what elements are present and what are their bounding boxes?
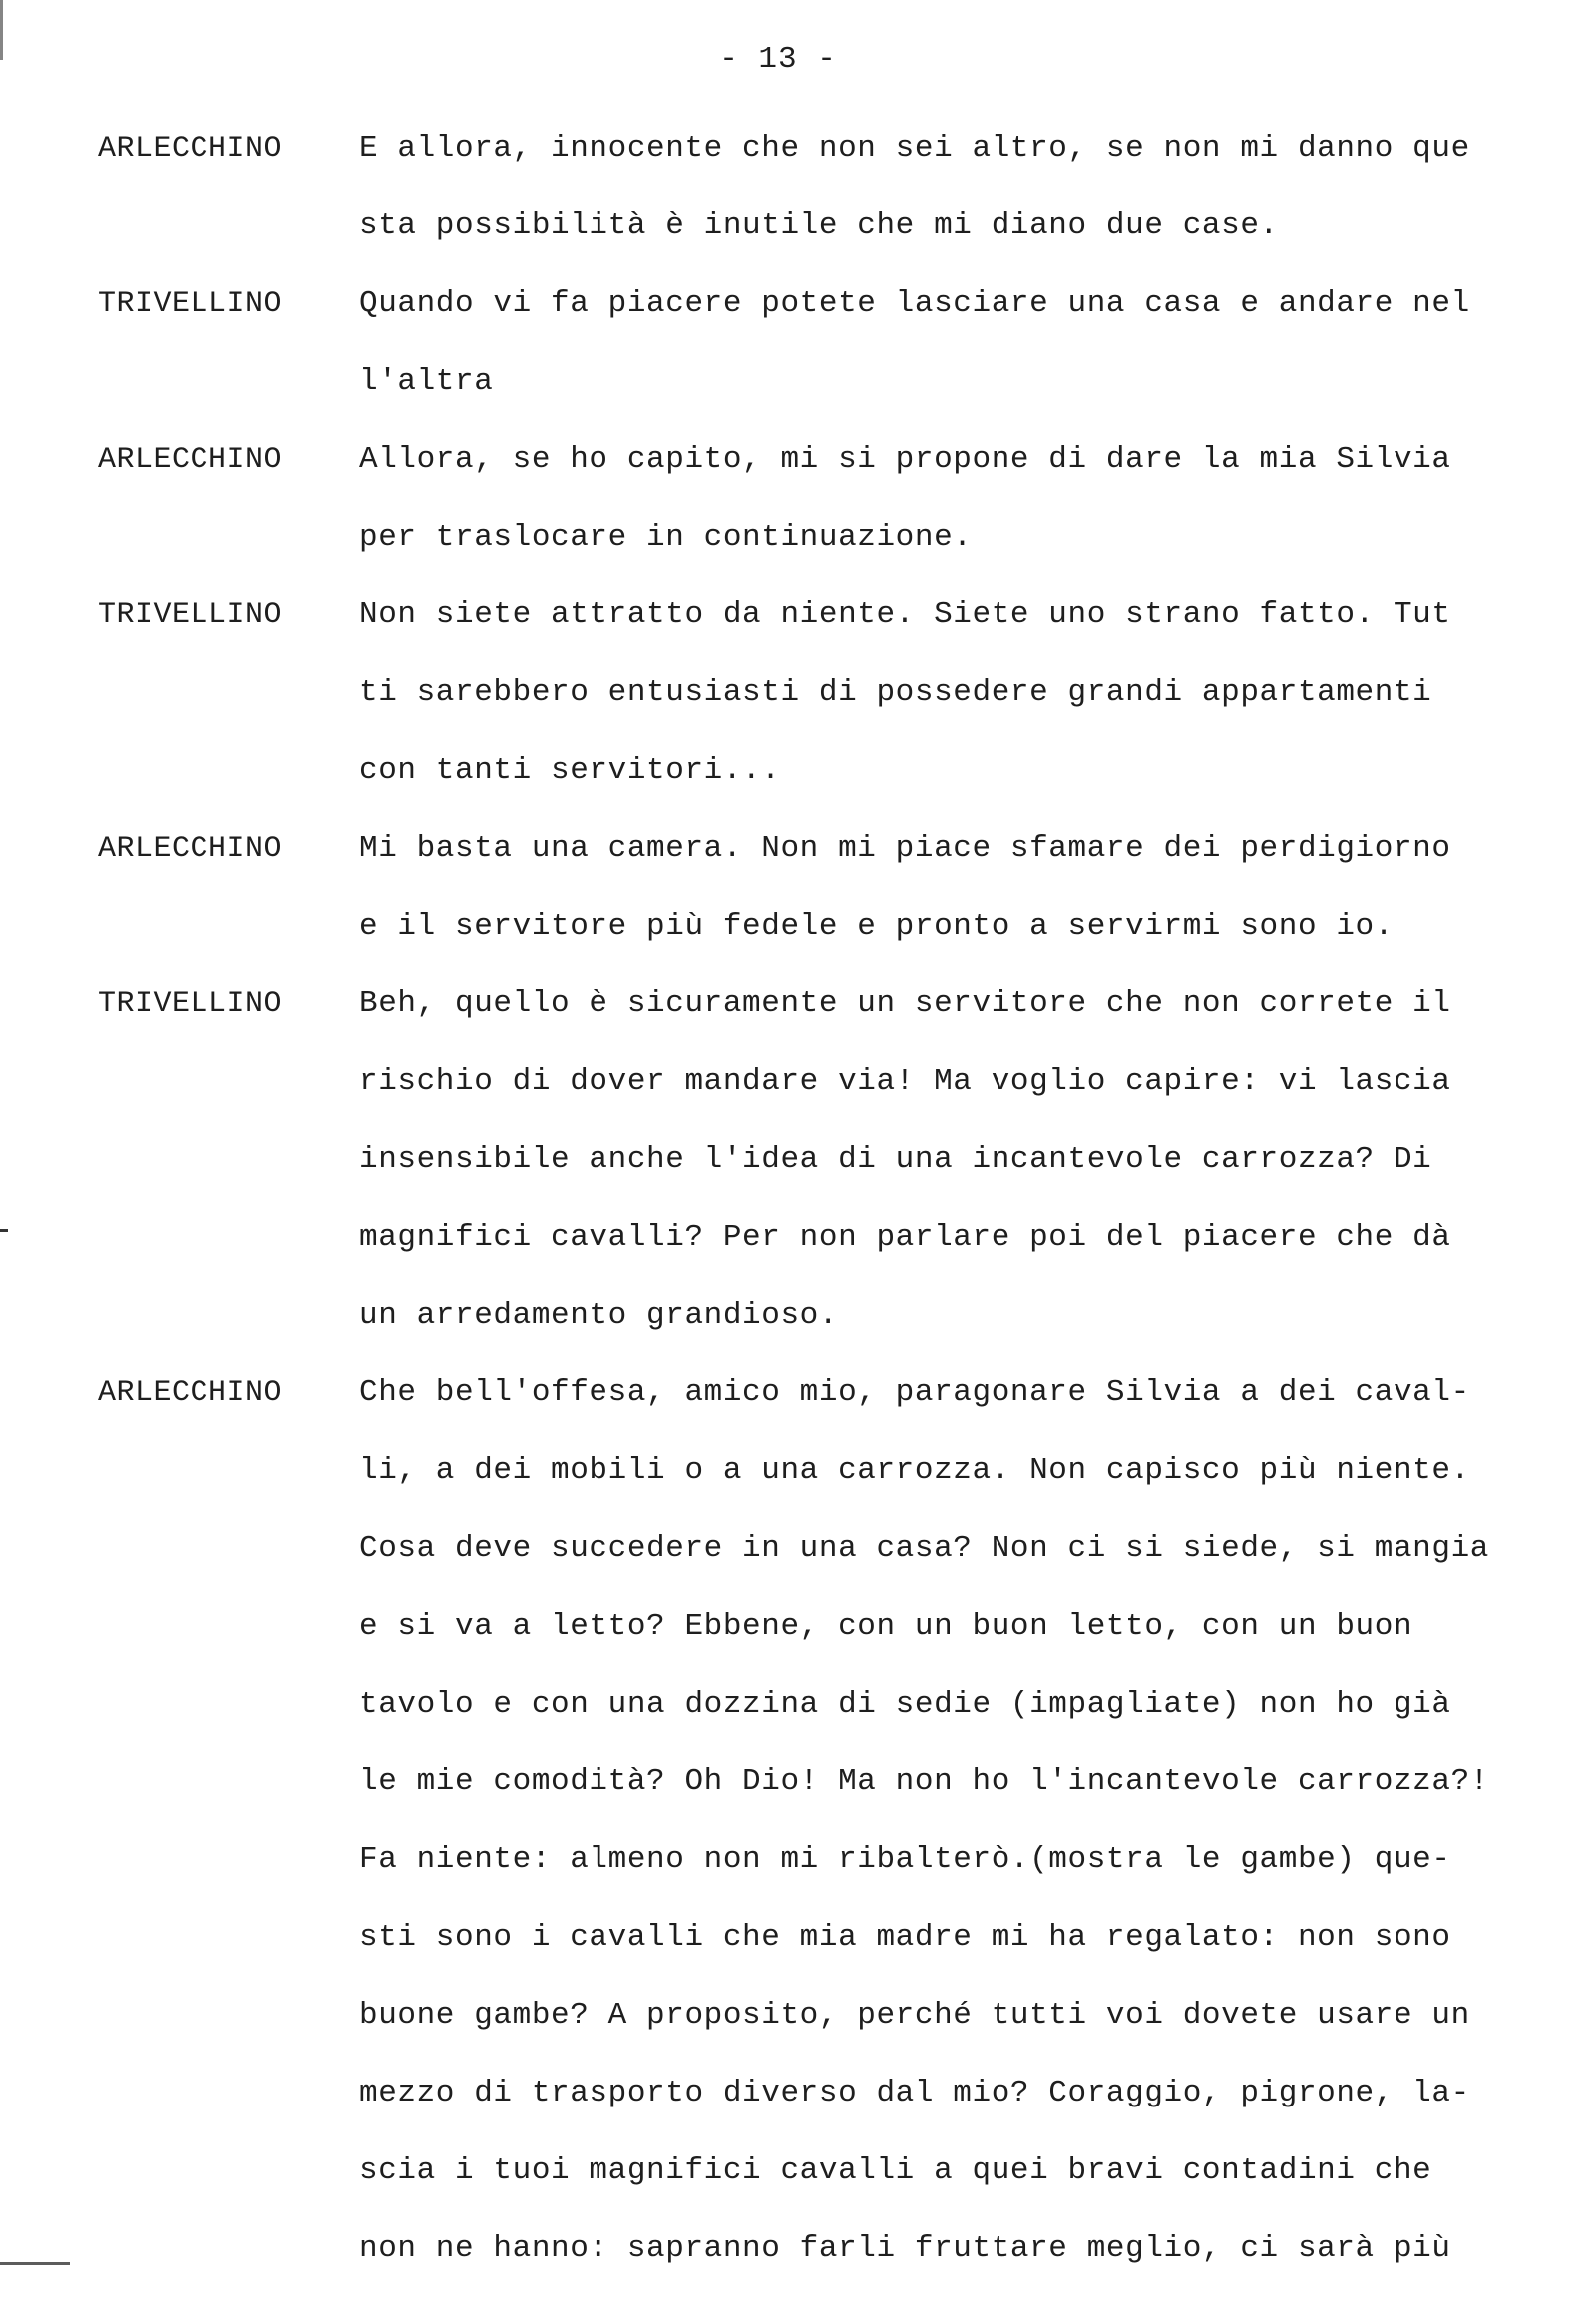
speech-line: Che bell'offesa, amico mio, paragonare Silvia a dei caval- [359,1375,1470,1410]
speech-line: un arredamento grandioso. [359,1298,839,1333]
speech-text [359,810,1554,965]
dialogue-entry [98,110,1554,265]
speech-line: non ne hanno: sapranno farli fruttare meglio, ci sarà più [359,2231,1451,2266]
speech-line: buone gambe? A proposito, perché tutti voi dovete usare un [359,1998,1470,2033]
speech-line: mezzo di trasporto diverso dal mio? Coraggio, pigrone, la- [359,2076,1470,2110]
speech-line: sti sono i cavalli che mia madre mi ha regalato: non sono [359,1920,1451,1955]
dialogue-script [98,110,1554,2288]
speech-text [359,421,1554,576]
speaker-name: ARLECCHINO [98,132,283,166]
dialogue-entry [98,810,1554,965]
speaker-name: ARLECCHINO [98,832,283,866]
speech-line: ti sarebbero entusiasti di possedere grandi appartamenti [359,675,1432,710]
speech-line: con tanti servitori... [359,753,781,788]
speech-line: le mie comodità? Oh Dio! Ma non ho l'incantevole carrozza?! [359,1764,1489,1799]
dialogue-entry [98,1354,1554,2288]
speech-line: tavolo e con una dozzina di sedie (impagliate) non ho già [359,1687,1451,1722]
speech-line: rischio di dover mandare via! Ma voglio capire: vi lascia [359,1064,1451,1099]
speech-text [359,1354,1554,2288]
scan-edge-mark [0,1229,8,1232]
speech-line: Beh, quello è sicuramente un servitore che non correte il [359,986,1451,1021]
speech-text [359,110,1554,265]
speech-line: Allora, se ho capito, mi si propone di dare la mia Silvia [359,442,1451,477]
page-number: - 13 - [719,42,837,77]
speaker-name: TRIVELLINO [98,987,283,1021]
speech-line: Fa niente: almeno non mi ribalterò.(mostra le gambe) que- [359,1842,1451,1877]
dialogue-entry [98,965,1554,1354]
speech-line: per traslocare in continuazione. [359,520,973,555]
speech-text [359,576,1554,810]
speech-line: Mi basta una camera. Non mi piace sfamare dei perdigiorno [359,831,1451,866]
dialogue-entry [98,265,1554,421]
speech-line: sta possibilità è inutile che mi diano due case. [359,208,1279,243]
speech-line: E allora, innocente che non sei altro, se non mi danno que [359,131,1470,166]
speech-line: Non siete attratto da niente. Siete uno strano fatto. Tut [359,597,1451,632]
speech-line: l'altra [359,364,494,399]
speech-line: e il servitore più fedele e pronto a servirmi sono io. [359,909,1394,944]
dialogue-entry [98,421,1554,576]
speaker-name: ARLECCHINO [98,443,283,477]
speaker-name: TRIVELLINO [98,598,283,632]
dialogue-entry [98,576,1554,810]
speaker-name: ARLECCHINO [98,1376,283,1410]
speech-text [359,265,1554,421]
speech-line: Quando vi fa piacere potete lasciare una casa e andare nel [359,286,1470,321]
speech-line: li, a dei mobili o a una carrozza. Non capisco più niente. [359,1453,1470,1488]
speaker-name: TRIVELLINO [98,287,283,321]
speech-line: e si va a letto? Ebbene, con un buon letto, con un buon [359,1609,1413,1644]
speech-line: insensibile anche l'idea di una incantevole carrozza? Di [359,1142,1432,1177]
scan-edge-mark [0,2262,70,2265]
speech-line: magnifici cavalli? Per non parlare poi del piacere che dà [359,1220,1451,1255]
speech-line: Cosa deve succedere in una casa? Non ci si siede, si mangia [359,1531,1489,1566]
speech-line: scia i tuoi magnifici cavalli a quei bravi contadini che [359,2153,1432,2188]
speech-text [359,965,1554,1354]
